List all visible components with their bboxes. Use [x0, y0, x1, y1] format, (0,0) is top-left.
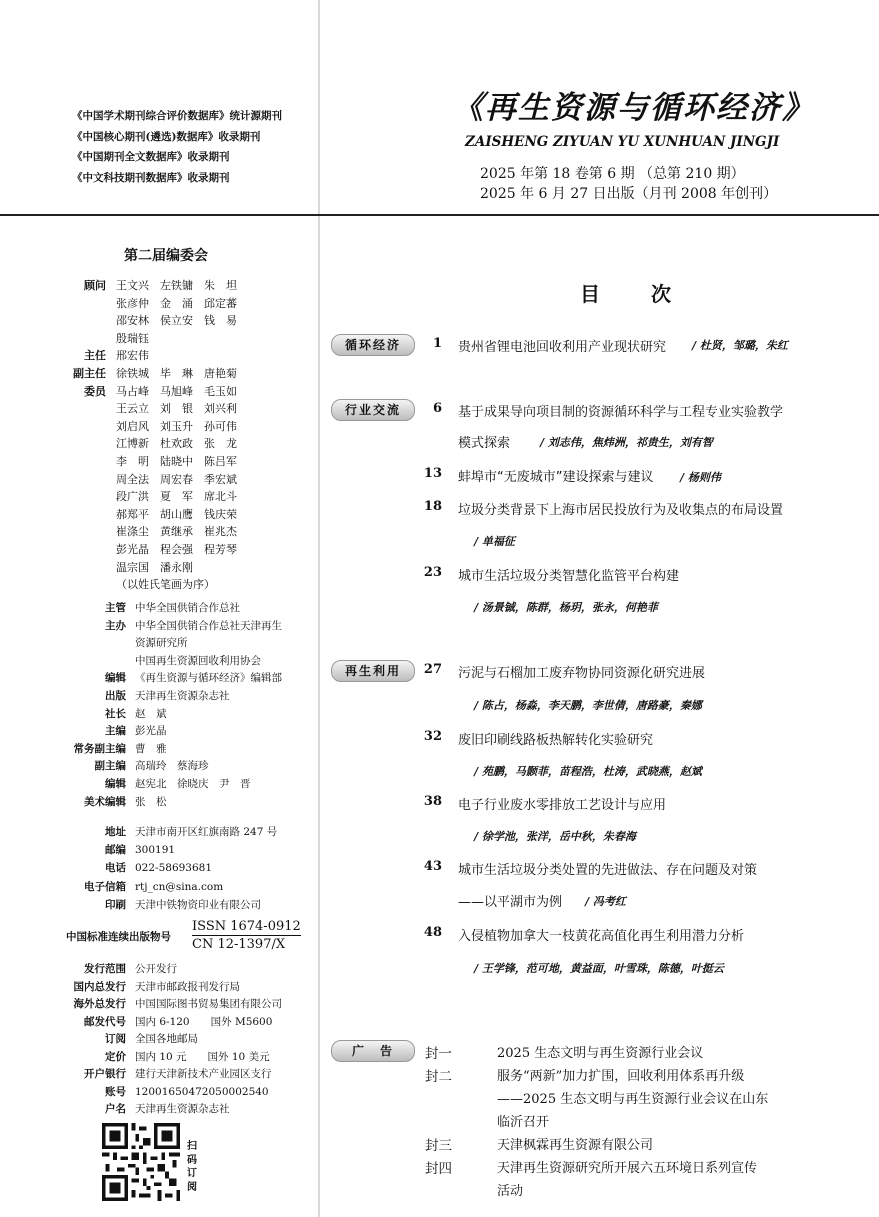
committee-row [46, 330, 149, 348]
info-row [0, 635, 188, 653]
indexing-item: 《中国学术期刊综合评价数据库》统计源期刊 [72, 110, 282, 122]
ad-text[interactable]: ——2025 生态文明与再生资源行业会议在山东 [497, 1092, 769, 1107]
header-rule [0, 214, 879, 216]
info-label: 出版 [105, 690, 126, 702]
article-title[interactable]: 城市生活垃圾分类处置的先进做法、存在问题及对策 [458, 863, 758, 878]
info-row [0, 961, 177, 979]
info-label [0, 635, 135, 653]
info-row [0, 1084, 269, 1102]
article-authors: / 冯考红 [585, 895, 626, 908]
committee-row [46, 576, 215, 594]
info-row [0, 618, 282, 636]
info-row [0, 860, 212, 878]
committee-role: 委员 [84, 384, 106, 398]
info-value: 12001650472050002540 [135, 1085, 269, 1098]
committee-role [46, 523, 116, 541]
article-page-number: 38 [423, 794, 442, 809]
info-row [0, 776, 251, 794]
committee-role [46, 295, 116, 313]
section-tab-recycling[interactable]: 再生利用 [331, 660, 415, 682]
info-row [0, 670, 282, 688]
committee-row [46, 365, 237, 383]
info-value: 天津市南开区红旗南路 247 号 [135, 826, 278, 838]
article-authors: / 徐学池，张洋，岳中秋，朱春海 [474, 830, 636, 843]
article-title[interactable]: 基于成果导向项目制的资源循环科学与工程专业实验教学 [458, 405, 784, 420]
committee-row [46, 383, 237, 401]
article-title-cont[interactable]: 模式探索 [458, 436, 511, 451]
info-row [0, 1049, 270, 1067]
article-page-number: 23 [423, 565, 442, 580]
committee-names: 崔涤尘 黄继承 崔兆杰 [116, 525, 237, 539]
info-label: 开户银行 [84, 1068, 126, 1080]
committee-names: 殷瑞钰 [116, 331, 149, 345]
section-tab-advertising[interactable]: 广 告 [331, 1040, 415, 1062]
committee-row [46, 418, 237, 436]
article-title[interactable]: 废旧印刷线路板热解转化实验研究 [458, 733, 654, 748]
info-value: 中华全国供销合作总社天津再生 [135, 619, 282, 632]
toc-heading: 目 次 [580, 282, 693, 306]
info-label: 主编 [105, 725, 126, 738]
article-page-number: 27 [423, 662, 442, 677]
info-row [0, 741, 167, 759]
info-row [0, 824, 277, 842]
committee-row [46, 471, 237, 489]
info-value: 中国国际图书贸易集团有限公司 [135, 998, 282, 1010]
article-authors: / 苑鹏，马颢菲，苗程浩，杜涛，武晓燕，赵斌 [474, 765, 702, 778]
committee-row [46, 453, 237, 471]
info-label [0, 653, 135, 671]
info-row [0, 723, 167, 741]
committee-row [46, 277, 237, 295]
info-row [0, 1066, 272, 1084]
column-divider [318, 0, 320, 1217]
issue-line: 2025 年 6 月 27 日出版（月刊 2008 年创刊） [480, 186, 778, 202]
article-authors: / 杜贤，邹璐，朱红 [692, 339, 788, 352]
committee-names: 马占峰 马旭峰 毛玉如 [116, 384, 237, 398]
info-label: 常务副主编 [73, 742, 126, 755]
article-title[interactable]: 蚌埠市“无废城市”建设探索与建议 [458, 470, 654, 485]
info-row [0, 794, 167, 812]
committee-names: 张彦仲 金 涌 邱定蕃 [116, 296, 237, 310]
ad-text[interactable]: 2025 生态文明与再生资源行业会议 [497, 1046, 704, 1061]
info-value: 300191 [135, 844, 176, 857]
committee-row [46, 347, 149, 365]
ad-cover-key: 封一 [425, 1046, 452, 1062]
scan-to-subscribe: 扫码订阅 [187, 1141, 197, 1193]
section-tab-industry-exchange[interactable]: 行业交流 [331, 399, 415, 421]
committee-row [46, 523, 237, 541]
info-value: 高瑞玲 蔡海珍 [135, 760, 209, 773]
ad-cover-key: 封四 [425, 1161, 452, 1177]
article-title[interactable]: 入侵植物加拿大一枝黄花高值化再生利用潜力分析 [458, 929, 745, 944]
committee-role: 顾问 [84, 279, 106, 292]
info-row [0, 996, 282, 1014]
info-label: 印刷 [105, 898, 126, 911]
committee-names: 王文兴 左铁镛 朱 坦 [116, 279, 237, 292]
info-value: 《再生资源与循环经济》编辑部 [135, 672, 282, 685]
article-title-cont[interactable]: ——以平湖市为例 [458, 895, 563, 910]
ad-text[interactable]: 临沂召开 [497, 1115, 550, 1130]
info-row [0, 1101, 230, 1119]
issn-block [192, 918, 301, 953]
article-page-number: 1 [432, 336, 442, 351]
committee-names: （以姓氏笔画为序） [116, 578, 215, 592]
info-label: 编辑 [105, 778, 126, 790]
article-authors: / 王学锋，范可地，黄益面，叶雪珠，陈德，叶挺云 [474, 962, 724, 975]
committee-names: 邵安林 侯立安 钱 易 [116, 314, 237, 328]
committee-row [46, 488, 237, 506]
info-label: 定价 [105, 1050, 126, 1063]
info-value: 公开发行 [135, 963, 177, 975]
ad-text[interactable]: 天津再生资源研究所开展六五环境日系列宣传 [497, 1161, 758, 1176]
committee-role [46, 418, 116, 436]
committee-role [46, 435, 116, 453]
info-label: 邮编 [105, 844, 126, 857]
info-label: 主管 [105, 602, 126, 614]
info-row [0, 653, 261, 671]
ad-cover-key: 封三 [425, 1138, 452, 1154]
info-row [0, 842, 175, 860]
ad-text[interactable]: 服务“两新”加力扩围，回收利用体系再升级 [497, 1069, 745, 1084]
info-value: 建行天津新技术产业园区支行 [135, 1068, 272, 1080]
committee-role [46, 312, 116, 330]
indexing-item: 《中国期刊全文数据库》收录期刊 [72, 151, 230, 163]
info-label: 国内总发行 [73, 980, 126, 993]
info-label: 地址 [105, 826, 126, 838]
info-value: 国内 10 元 国外 10 美元 [135, 1050, 270, 1063]
info-value: 天津市邮政报刊发行局 [135, 980, 240, 993]
info-value: 彭光晶 [135, 725, 167, 738]
committee-row [46, 559, 193, 577]
article-title[interactable]: 电子行业废水零排放工艺设计与应用 [458, 798, 667, 813]
committee-names: 徐铁城 毕 琳 唐艳菊 [116, 367, 237, 380]
article-authors: / 陈占，杨淼，李天鹏，李世倩，唐路豪，秦娜 [474, 699, 702, 712]
committee-names: 郝郑平 胡山鹰 钱庆荣 [116, 507, 237, 521]
info-value: 赵 斌 [135, 707, 167, 720]
issn-label: 中国标准连续出版物号 [66, 931, 171, 943]
committee-role [46, 471, 116, 489]
committee-role [46, 488, 116, 506]
article-authors: / 汤景铖，陈群，杨玥，张永，何艳菲 [474, 601, 658, 614]
committee-names: 王云立 刘 银 刘兴利 [116, 402, 237, 416]
info-row [0, 706, 167, 724]
article-page-number: 13 [423, 466, 442, 481]
committee-title: 第二届编委会 [124, 248, 208, 264]
info-value: 中华全国供销合作总社 [135, 602, 240, 614]
committee-role: 主任 [84, 349, 106, 363]
committee-names: 段广洪 夏 军 席北斗 [116, 490, 237, 504]
article-authors: / 刘志伟，焦炜洲，祁贵生，刘有智 [540, 436, 713, 449]
issue-line: 2025 年第 18 卷第 6 期 （总第 210 期） [480, 166, 745, 182]
article-page-number: 18 [423, 499, 442, 514]
info-label: 订阅 [105, 1033, 126, 1045]
info-row [0, 1014, 272, 1032]
section-tab-circular-economy[interactable]: 循环经济 [331, 334, 415, 356]
info-label: 账号 [105, 1085, 126, 1098]
info-row [0, 897, 261, 915]
committee-names: 邢宏伟 [116, 349, 149, 363]
committee-row [46, 400, 237, 418]
info-value: 资源研究所 [135, 637, 188, 650]
info-row [0, 1031, 198, 1049]
info-label: 户名 [105, 1103, 126, 1115]
cn-number: CN 12-1397/X [192, 937, 286, 952]
committee-names: 李 明 陆晓中 陈吕军 [116, 455, 237, 468]
info-row [0, 879, 223, 897]
info-value: rtj_cn@sina.com [135, 880, 224, 893]
committee-role [46, 453, 116, 471]
article-title[interactable]: 贵州省锂电池回收利用产业现状研究 [458, 340, 667, 355]
article-page-number: 6 [432, 401, 442, 416]
issn-number: ISSN 1674-0912 [192, 919, 301, 934]
committee-role [46, 541, 116, 559]
info-value: 赵宪北 徐晓庆 尹 晋 [135, 778, 251, 790]
committee-row [46, 541, 237, 559]
committee-row [46, 435, 237, 453]
article-title[interactable]: 垃圾分类背景下上海市居民投放行为及收集点的布局设置 [458, 503, 784, 518]
info-label: 邮发代号 [84, 1015, 126, 1028]
committee-role [46, 400, 116, 418]
article-title[interactable]: 城市生活垃圾分类智慧化监管平台构建 [458, 569, 680, 584]
article-title[interactable]: 污泥与石榴加工废弃物协同资源化研究进展 [458, 666, 706, 681]
info-label: 主办 [105, 619, 126, 632]
committee-row [46, 506, 237, 524]
committee-row [46, 295, 237, 313]
article-page-number: 32 [423, 729, 442, 744]
committee-role [46, 330, 116, 348]
info-value: 天津中铁物资印业有限公司 [135, 898, 261, 911]
info-label: 电子信箱 [84, 880, 126, 893]
article-page-number: 48 [423, 925, 442, 940]
info-label: 编辑 [105, 672, 126, 685]
committee-role [46, 559, 116, 577]
article-authors: / 杨则伟 [680, 471, 721, 484]
journal-title: 《再生资源与循环经济》 [452, 90, 815, 126]
issue-info [480, 164, 777, 204]
info-label: 美术编辑 [84, 795, 126, 808]
ad-cover-key: 封二 [425, 1069, 452, 1085]
qr-code-icon[interactable] [102, 1123, 180, 1201]
committee-role [46, 576, 116, 594]
journal-pinyin: ZAISHENG ZIYUAN YU XUNHUAN JINGJI [465, 134, 780, 150]
info-row [0, 979, 240, 997]
indexing-item: 《中国核心期刊(遴选)数据库》收录期刊 [72, 130, 261, 143]
info-label: 电话 [105, 862, 126, 875]
info-row [0, 758, 209, 776]
indexing-list [72, 106, 282, 188]
info-row [0, 688, 230, 706]
info-value: 国内 6-120 国外 M5600 [135, 1015, 273, 1028]
article-authors: / 单福征 [474, 535, 515, 548]
info-value: 022-58693681 [135, 862, 213, 875]
committee-role: 副主任 [73, 367, 106, 380]
info-label: 发行范围 [84, 963, 126, 975]
ad-text[interactable]: 活动 [497, 1184, 524, 1199]
info-value: 天津再生资源杂志社 [135, 690, 230, 702]
info-value: 中国再生资源回收利用协会 [135, 654, 261, 667]
info-value: 张 松 [135, 795, 167, 808]
info-label: 社长 [105, 707, 126, 720]
committee-names: 周全法 周宏春 季宏斌 [116, 472, 237, 486]
committee-names: 刘启风 刘玉升 孙可伟 [116, 419, 237, 433]
indexing-item: 《中文科技期刊数据库》收录期刊 [72, 171, 230, 184]
info-label: 海外总发行 [73, 998, 126, 1010]
article-page-number: 43 [423, 859, 442, 874]
committee-row [46, 312, 237, 330]
ad-text[interactable]: 天津枫霖再生资源有限公司 [497, 1138, 654, 1153]
info-value: 曹 雅 [135, 742, 167, 755]
committee-names: 江博新 杜欢政 张 龙 [116, 437, 237, 451]
committee-names: 温宗国 潘永刚 [116, 560, 193, 574]
info-value: 全国各地邮局 [135, 1033, 198, 1045]
info-label: 副主编 [94, 760, 126, 773]
committee-role [46, 506, 116, 524]
committee-names: 彭光晶 程会强 程芳琴 [116, 543, 237, 556]
info-row [0, 600, 240, 618]
info-value: 天津再生资源杂志社 [135, 1103, 230, 1115]
